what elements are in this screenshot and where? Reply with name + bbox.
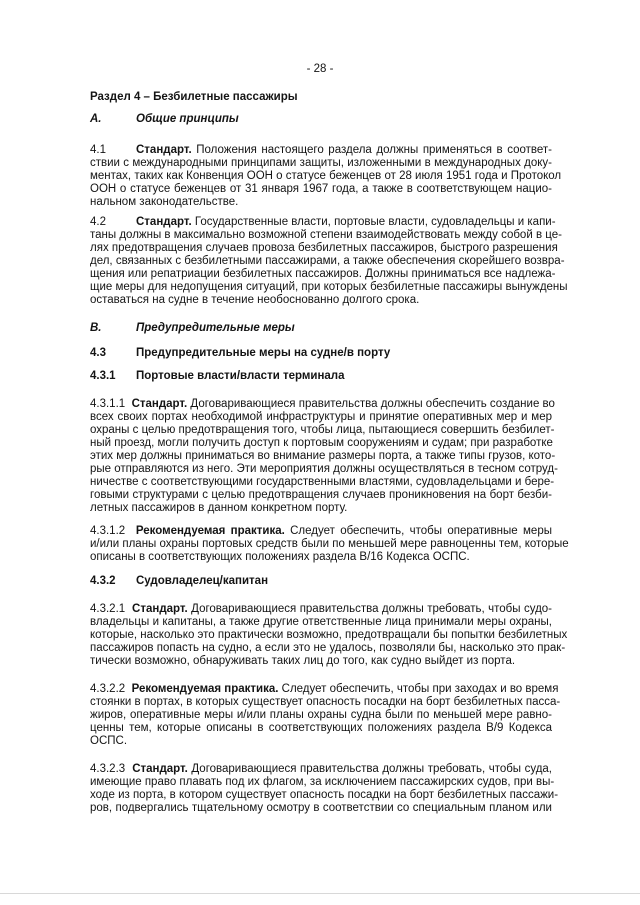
subsection-a-letter: А. [90,113,102,125]
paragraph-line: стоянки в портах, в которых существует опасность посадки на борт безбилетных пасса- [90,696,561,708]
paragraph-line: ценны тем, которые описаны в соответствующих положениях раздела В/9 Кодекса [90,722,552,734]
heading-title: Портовые власти/власти терминала [136,370,345,382]
heading-4-3 [90,347,390,360]
paragraph-line: охраны с целью предотвращения того, чтобы лица, пытающиеся совершить безбилет- [90,424,555,436]
paragraph-line [90,525,552,538]
paragraph-line [90,398,555,411]
paragraph-line: описаны в соответствующих положениях раздела В/16 Кодекса ОСПС. [90,551,470,563]
paragraph-text: Договаривающиеся правительства должны требовать, чтобы судо- [187,603,553,615]
paragraph-number: 4.2 [90,216,106,228]
paragraph-line: ментах, таких как Конвенция ООН о статусе беженцев от 28 июля 1951 года и Протокол [90,170,562,182]
heading-number: 4.3.1 [90,370,116,382]
paragraph-number: 4.1 [90,144,106,156]
paragraph-line: щие меры для недопущения ситуаций, при которых безбилетные пассажиры вынуждены [90,281,568,293]
paragraph-text: Договаривающиеся правительства должны требовать, чтобы суда, [187,763,553,775]
paragraph-line [90,216,556,229]
paragraph-number: 4.3.1.1 [90,398,126,410]
paragraph-line: ООН о статусе беженцев от 31 января 1967 года, а также в соответствующем нацио- [90,183,552,195]
paragraph-lead: Стандарт. [132,603,188,615]
paragraph-text: Положения настоящего раздела должны применяться в соответ- [191,144,552,156]
paragraph-line: этих мер должны приниматься во внимание размеры порта, а также типы грузов, кото- [90,450,556,462]
paragraph-line: рые отправляются из него. Эти мероприятия должны осуществляться в тесном сотруд- [90,463,558,475]
paragraph-line: всех своих портах необходимой инфраструктуры и принятие оперативных мер и мер [90,411,552,423]
paragraph-lead: Стандарт. [136,144,192,156]
paragraph-number: 4.3.1.2 [90,525,126,537]
paragraph-line: лях предотвращения случаев провоза безбилетных пассажиров, быстрого разрешения [90,242,558,254]
paragraph-line: ничестве с соответствующими государственными властями, судовладельцами и бере- [90,476,555,488]
section-title: Раздел 4 – Безбилетные пассажиры [90,91,298,103]
paragraph-line: и/или планы охраны портовых средств были по меньшей мере равноценны тем, которые [90,538,569,550]
paragraph-line [90,144,552,157]
paragraph-line: ный проезд, могли получить доступ к портовым сооружениям и судам; при разработке [90,437,553,449]
paragraph-line: жиров, оперативные меры и/или планы охраны судна были по меньшей мере равно- [90,709,552,721]
paragraph-line: пассажиров попасть на судно, а если это не удалось, позволяли бы, насколько это прак- [90,642,566,654]
paragraph-line: имеющие право плавать под их флагом, за исключением пассажирских судов, при вы- [90,776,555,788]
paragraph-line: которые, насколько это практически возможно, предотвращали бы попытки безбилетных [90,629,568,641]
paragraph-line [90,763,552,776]
paragraph-line: ОСПС. [90,735,128,747]
paragraph-text: Договаривающиеся правительства должны обеспечить создание во [187,398,555,410]
paragraph-line: ходе из порта, в котором существует опасность посадки на борт безбилетных пассажи- [90,789,559,801]
paragraph-line: дел, связанных с безбилетными пассажирами, а также обеспечения скорейшего возвра- [90,255,565,267]
paragraph-lead: Стандарт. [131,398,188,410]
paragraph-lead: Рекомендуемая практика. [131,683,279,695]
paragraph-lead: Стандарт. [136,216,192,228]
paragraph-line: ствии с международными принципами защиты, изложенными в международных доку- [90,157,552,169]
subsection-b-heading [90,322,295,335]
subsection-a-title: Общие принципы [136,113,239,125]
paragraph-text: Государственные власти, портовые власти, судовладельцы и капи- [191,216,556,228]
paragraph-line: ров, подвергались тщательному осмотру в соответствии со специальным планом или [90,802,552,814]
paragraph-text: Следует обеспечить, чтобы оперативные меры [284,525,552,537]
paragraph-line: оставаться на судне в течение необоснованно долгого срока. [90,294,420,306]
paragraph-number: 4.3.2.1 [90,603,126,615]
paragraph-line [90,683,559,696]
heading-title: Предупредительные меры на судне/в порту [136,347,391,359]
paragraph-line: владельцы и капитаны, а также другие ответственные лица принимали меры охраны, [90,616,552,628]
heading-number: 4.3 [90,347,106,359]
page-number: - 28 - [306,63,334,75]
heading-4-3-2 [90,575,268,588]
heading-title: Судовладелец/капитан [136,575,269,587]
paragraph-text: Следует обеспечить, чтобы при заходах и во время [278,683,559,695]
paragraph-number: 4.3.2.2 [90,683,126,695]
subsection-a-heading [90,113,239,126]
paragraph-lead: Рекомендуемая практика. [135,525,285,537]
page-bottom-rule [0,893,640,894]
subsection-b-letter: В. [90,322,102,334]
paragraph-number: 4.3.2.3 [90,763,126,775]
heading-number: 4.3.2 [90,575,116,587]
paragraph-line: щения или репатриации безбилетных пассажиров. Должны приниматься все надлежа- [90,268,556,280]
subsection-b-title: Предупредительные меры [136,322,295,334]
paragraph-line: нальном законодательстве. [90,196,239,208]
paragraph-line: таны должны в максимально возможной степени взаимодействовать между собой в це- [90,229,562,241]
paragraph-line: тически возможно, обнаруживать таких лиц до того, как судно выйдет из порта. [90,655,516,667]
paragraph-line: говыми структурами с целью предотвращения случаев проникновения на борт безби- [90,489,552,501]
heading-4-3-1 [90,370,345,383]
paragraph-lead: Стандарт. [132,763,188,775]
paragraph-line [90,603,552,616]
paragraph-line: летных пассажиров в данном конкретном порту. [90,502,348,514]
